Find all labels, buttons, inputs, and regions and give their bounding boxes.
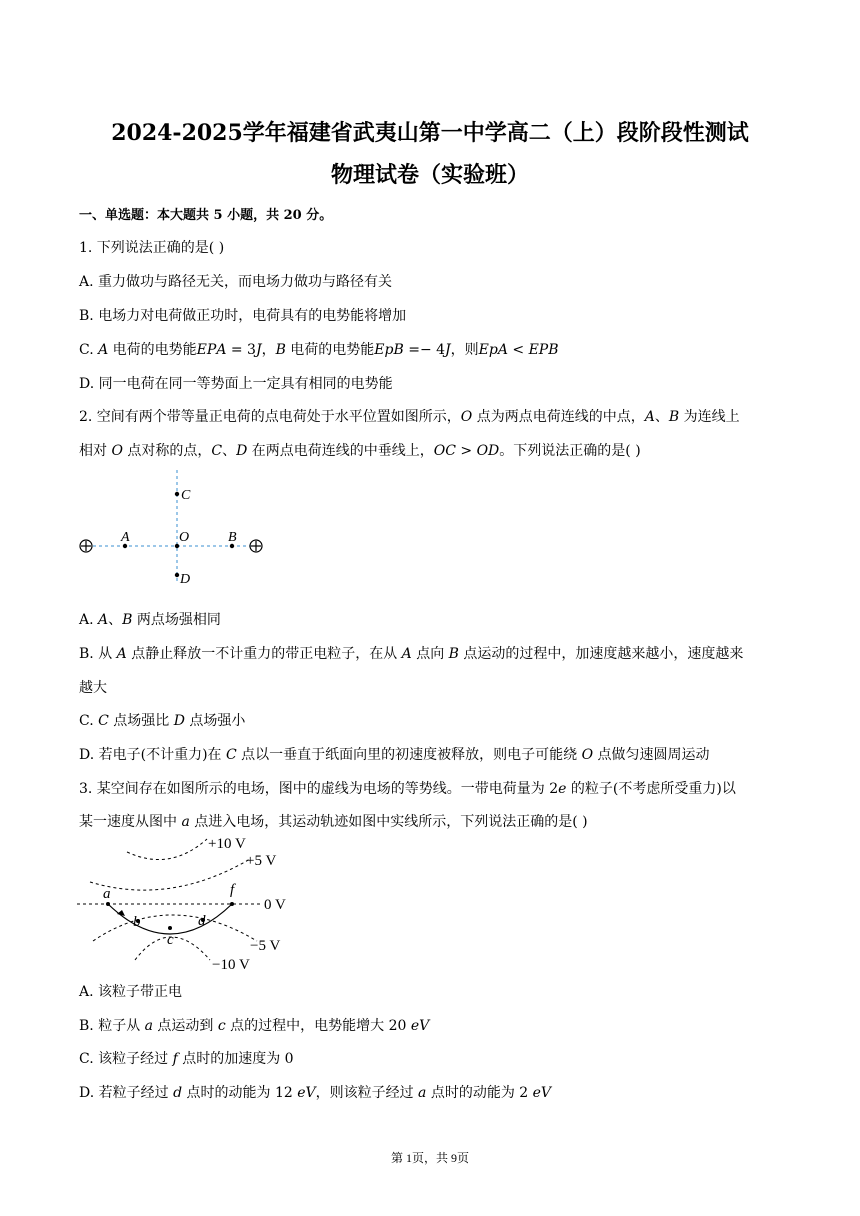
q2-option-d: D. 若电子(不计重力)在 𝐶 点以一垂直于纸面向里的初速度被释放，则电子可能绕 𝑂 点做匀速圆周运动 [79, 747, 710, 763]
q2-option-b-line2: 越大 [79, 680, 107, 696]
q3-figure-equipotentials [75, 834, 305, 974]
point-f [230, 902, 234, 906]
label-f: f [230, 882, 235, 898]
right-charge-icon [250, 540, 262, 552]
label-c: c [167, 932, 174, 948]
equipotential-plus5 [90, 859, 250, 890]
label-a: a [103, 886, 111, 902]
q1-option-c: C. 𝐴 电荷的电势能𝐸𝑃𝐴 = 3𝐽，𝐵 电荷的电势能𝐸𝑝𝐵 =− 4𝐽，则𝐸𝑝𝐴 < 𝐸𝑃𝐵 [79, 342, 559, 358]
page-number: 第 1页，共 9页 [390, 1151, 469, 1165]
point-a [106, 902, 110, 906]
label-plus10: +10 V [208, 836, 246, 852]
q3-option-d: D. 若粒子经过 𝑑 点时的动能为 12 𝑒𝑉，则该粒子经过 𝑎 点时的动能为 2 𝑒𝑉 [79, 1085, 552, 1101]
label-a: A [121, 530, 130, 545]
label-plus5: +5 V [246, 853, 277, 869]
label-b: b [133, 914, 141, 930]
label-b: B [228, 530, 237, 545]
label-minus5: −5 V [250, 938, 281, 954]
q1-option-a: A. 重力做功与路径无关，而电场力做功与路径有关 [79, 274, 393, 290]
section-heading: 一、单选题：本大题共 5 小题，共 20 分。 [79, 208, 333, 223]
point-c [168, 926, 172, 930]
q3-option-a: A. 该粒子带正电 [79, 984, 183, 1000]
q1-stem: 1. 下列说法正确的是( ) [79, 240, 225, 256]
q2-figure-charges [75, 468, 275, 588]
q2-option-b-line1: B. 从 𝐴 点静止释放一不计重力的带正电粒子，在从 𝐴 点向 𝐵 点运动的过程中，加速度越来越小，速度越来 [79, 646, 744, 662]
q2-option-a: A. 𝐴、𝐵 两点场强相同 [79, 612, 221, 628]
q1-option-b: B. 电场力对电荷做正功时，电荷具有的电势能将增加 [79, 308, 407, 324]
label-d: D [180, 572, 191, 587]
label-d: d [198, 913, 206, 929]
exam-title-line2: 物理试卷（实验班） [330, 162, 529, 188]
q3-stem-line2: 某一速度从图中 𝑎 点进入电场，其运动轨迹如图中实线所示，下列说法正确的是( ) [79, 814, 588, 830]
q3-option-b: B. 粒子从 𝑎 点运动到 𝑐 点的过程中，电势能增大 20 𝑒𝑉 [79, 1018, 430, 1034]
q2-stem-line2: 相对 𝑂 点对称的点，𝐶、𝐷 在两点电荷连线的中垂线上，𝑂𝐶 > 𝑂𝐷。下列说法正确的是( ) [79, 443, 641, 459]
point-d [175, 573, 179, 577]
equipotential-plus10 [127, 839, 207, 860]
q1-option-d: D. 同一电荷在同一等势面上一定具有相同的电势能 [79, 376, 393, 392]
exam-title-line1: 2024-2025学年福建省武夷山第一中学高二（上）段阶段性测试 [111, 120, 749, 146]
point-c [175, 492, 179, 496]
label-c: C [181, 488, 191, 503]
label-o: O [179, 530, 190, 545]
q3-option-c: C. 该粒子经过 𝑓 点时的加速度为 0 [79, 1051, 294, 1067]
q2-option-c: C. 𝐶 点场强比 𝐷 点场强小 [79, 713, 246, 729]
left-charge-icon [80, 540, 92, 552]
q3-stem-line1: 3. 某空间存在如图所示的电场，图中的虚线为电场的等势线。一带电荷量为 2𝑒 的粒子(不考虑所受重力)以 [79, 781, 736, 797]
label-minus10: −10 V [212, 957, 250, 973]
q2-stem-line1: 2. 空间有两个带等量正电荷的点电荷处于水平位置如图所示，𝑂 点为两点电荷连线的中点，𝐴、𝐵 为连线上 [79, 409, 740, 425]
label-zero: 0 V [264, 897, 286, 913]
